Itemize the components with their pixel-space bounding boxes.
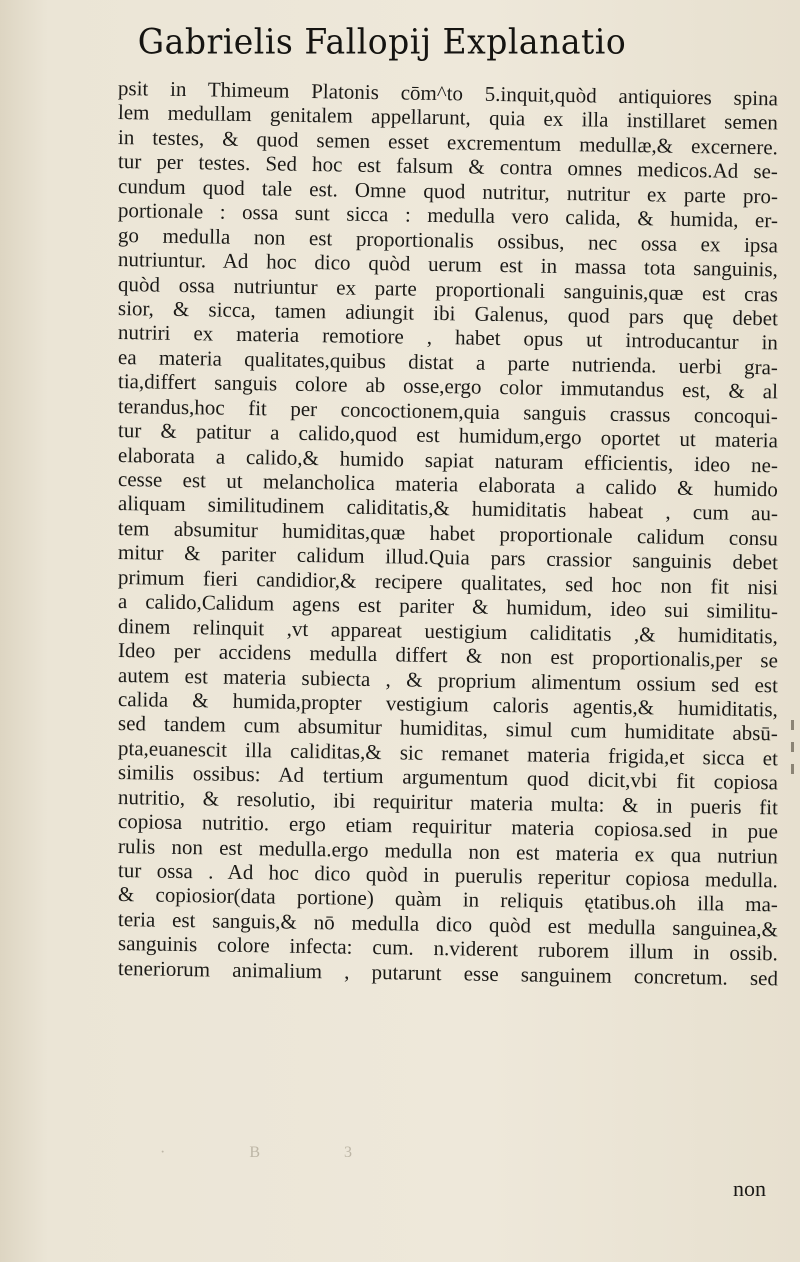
- text-line: mitur & pariter calidum illud.Quia pars crassior sanguinis debet: [117, 540, 779, 575]
- text-line: nutriri ex materia remotiore , habet opus ut introducantur in: [117, 320, 779, 355]
- text-line: elaborata a calido,& humido sapiat naturam efficientis, ideo ne-: [117, 442, 779, 477]
- text-line: dinem relinquit ,vt appareat uestigium caliditatis ,& humiditatis,: [117, 613, 779, 648]
- catchword: non: [733, 1176, 766, 1201]
- text-line: sior, & sicca, tamen adiungit ibi Galenus, quod pars quę debet: [117, 295, 779, 331]
- text-line: nutriuntur. Ad hoc dico quòd uerum est in massa tota sanguinis,: [117, 247, 779, 282]
- text-line: go medulla non est proportionalis ossibus, nec ossa ex ipsa: [117, 222, 779, 257]
- text-line: primum fieri candidior,& recipere qualitates, sed hoc non fit nisi: [117, 564, 779, 600]
- edge-mark: [791, 764, 794, 774]
- running-title: Gabrielis Fallopij Explanatio: [137, 21, 627, 62]
- text-line: & copiosior(data portione) quàm in reliquis ętatibus.oh illa ma-: [117, 882, 779, 917]
- text-line: pta,euanescit illa caliditas,& sic remanet materia frigida,et sicca et: [117, 735, 779, 771]
- text-line: tem absumitur humiditas,quæ habet proportionale calidum consu: [117, 515, 779, 551]
- edge-mark: [791, 720, 794, 730]
- text-line: in testes, & quod semen esset excrementum medullæ,& excernere.: [117, 124, 779, 160]
- text-line: lem medullam genitalem appellarunt, quia ex illa instillaret semen: [117, 100, 779, 135]
- text-line: tur ossa . Ad hoc dico quòd in puerulis reperitur copiosa medulla.: [117, 858, 779, 893]
- text-line: Ideo per accidens medulla differt & non est proportionalis,per se: [117, 638, 779, 673]
- body-text: [117, 76, 779, 991]
- text-line: psit in Thimeum Platonis cōm^to 5.inquit,quòd antiquiores spina: [117, 76, 779, 111]
- signature-mark: · B 3: [160, 1144, 392, 1161]
- text-line: quòd ossa nutriuntur ex parte proportionali sanguinis,quæ est cras: [117, 271, 779, 306]
- text-line: calida & humida,propter vestigium caloris agentis,& humiditatis,: [117, 686, 779, 722]
- text-line: rulis non est medulla.ergo medulla non est materia ex qua nutriun: [117, 833, 779, 868]
- text-line: sed tandem cum absumitur humiditas, simul cum humiditate absū-: [117, 711, 779, 746]
- text-line: ea materia qualitates,quibus distat a parte nutrienda. uerbi gra-: [117, 344, 779, 380]
- text-line: terandus,hoc fit per concoctionem,quia sanguis crassus concoqui-: [117, 393, 779, 429]
- text-line: similis ossibus: Ad tertium argumentum quod dicit,vbi fit copiosa: [117, 760, 779, 795]
- text-line: teria est sanguis,& nō medulla dico quòd est medulla sanguinea,&: [117, 906, 779, 942]
- text-line: tia,differt sanguis colore ab osse,ergo color immutandus est, & al: [117, 369, 779, 404]
- text-line: cundum quod tale est. Omne quod nutritur, nutritur ex parte pro-: [117, 173, 779, 209]
- text-line: nutritio, & resolutio, ibi requiritur materia multa: & in pueris fit: [117, 784, 779, 820]
- text-line: tur per testes. Sed hoc est falsum & contra omnes medicos.Ad se-: [117, 149, 779, 184]
- edge-mark: [791, 742, 794, 752]
- text-line: tur & patitur a calido,quod est humidum,ergo oportet ut materia: [117, 418, 779, 453]
- text-line: copiosa nutritio. ergo etiam requiritur materia copiosa.sed in pue: [117, 809, 779, 844]
- text-line: portionale : ossa sunt sicca : medulla vero calida, & humida, er-: [117, 198, 779, 233]
- text-line: cesse est ut melancholica materia elaborata a calido & humido: [117, 467, 779, 502]
- text-line: teneriorum animalium , putarunt esse sanguinem concretum. sed: [117, 955, 779, 991]
- text-line: aliquam similitudinem caliditatis,& humiditatis habeat , cum au-: [117, 491, 779, 526]
- text-line: a calido,Calidum agens est pariter & humidum, ideo sui similitu-: [117, 589, 779, 624]
- text-line: sanguinis colore infecta: cum. n.viderent ruborem illum in ossib.: [117, 931, 779, 966]
- text-line: autem est materia subiecta , & proprium alimentum ossium sed est: [117, 662, 779, 697]
